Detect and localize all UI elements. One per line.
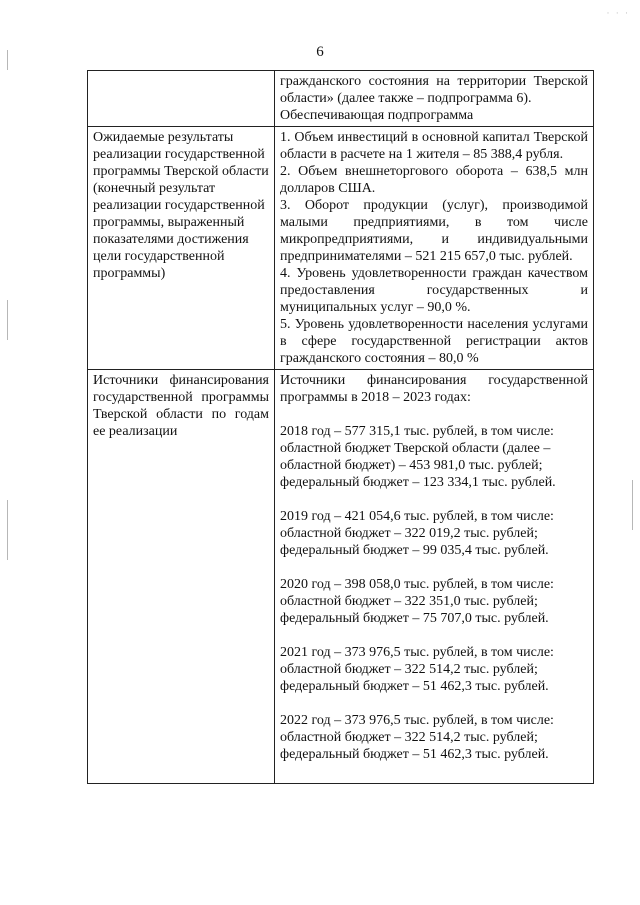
spacer xyxy=(280,695,588,712)
year-total: 2020 год – 398 058,0 тыс. рублей, в том числе: xyxy=(280,577,554,592)
spacer xyxy=(280,559,588,576)
expected-results-label: Ожидаемые результаты реализации государственной программы Тверской области (конечный результат реализации государственной программы, выраженный показателями достижения цели государственной программы) xyxy=(88,127,275,370)
spacer xyxy=(280,627,588,644)
federal-budget: федеральный бюджет – 123 334,1 тыс. рублей. xyxy=(280,475,556,490)
scan-margin-mark xyxy=(7,500,8,560)
funding-sources-label: Источники финансирования государственной программы Тверской области по годам ее реализации xyxy=(88,370,275,784)
year-total: 2018 год – 577 315,1 тыс. рублей, в том числе: xyxy=(280,424,554,439)
scan-edge-dots: · · · xyxy=(606,8,630,18)
regional-budget: областной бюджет – 322 351,0 тыс. рублей; xyxy=(280,594,538,609)
table-row xyxy=(88,370,594,784)
result-item-2: 2. Объем внешнеторгового оборота – 638,5 млн долларов США. xyxy=(280,164,588,196)
funding-sources-cell xyxy=(275,370,594,784)
spacer xyxy=(280,491,588,508)
result-item-4: 4. Уровень удовлетворенности граждан качеством предоставления государственных и муниципальных услуг – 90,0 %. xyxy=(280,266,588,315)
regional-budget: областной бюджет – 322 514,2 тыс. рублей; xyxy=(280,730,538,745)
federal-budget: федеральный бюджет – 51 462,3 тыс. рублей. xyxy=(280,747,549,762)
regional-budget: областной бюджет – 322 514,2 тыс. рублей; xyxy=(280,662,538,677)
program-passport-table xyxy=(87,70,594,784)
subprogram-6-text: гражданского состояния на территории Тверской области» (далее также – подпрограмма 6). xyxy=(280,74,588,106)
support-subprogram-text: Обеспечивающая подпрограмма xyxy=(280,108,474,123)
federal-budget: федеральный бюджет – 99 035,4 тыс. рублей. xyxy=(280,543,549,558)
scan-margin-mark xyxy=(7,50,8,70)
scan-margin-mark xyxy=(7,300,8,340)
result-item-1: 1. Объем инвестиций в основной капитал Тверской области в расчете на 1 жителя – 85 388,4 рубля. xyxy=(280,130,588,162)
page-number: 6 xyxy=(316,44,324,60)
regional-budget: областной бюджет – 322 019,2 тыс. рублей; xyxy=(280,526,538,541)
regional-budget: областной бюджет Тверской области (далее – областной бюджет) – 453 981,0 тыс. рублей; xyxy=(280,441,551,473)
spacer xyxy=(280,406,588,423)
federal-budget: федеральный бюджет – 51 462,3 тыс. рублей. xyxy=(280,679,549,694)
table-row xyxy=(88,71,594,127)
year-total: 2019 год – 421 054,6 тыс. рублей, в том числе: xyxy=(280,509,554,524)
row-value-cell xyxy=(275,71,594,127)
result-item-3: 3. Оборот продукции (услуг), производимой малыми предприятиями, в том числе микропредприятиями, и индивидуальными предпринимателями – 521 215 657,0 тыс. рублей. xyxy=(280,198,588,264)
table-row xyxy=(88,127,594,370)
federal-budget: федеральный бюджет – 75 707,0 тыс. рублей. xyxy=(280,611,549,626)
expected-results-cell xyxy=(275,127,594,370)
funding-intro: Источники финансирования государственной программы в 2018 – 2023 годах: xyxy=(280,373,588,405)
scan-margin-mark xyxy=(632,480,633,530)
row-label-cell xyxy=(88,71,275,127)
year-total: 2022 год – 373 976,5 тыс. рублей, в том числе: xyxy=(280,713,554,728)
year-total: 2021 год – 373 976,5 тыс. рублей, в том числе: xyxy=(280,645,554,660)
result-item-5: 5. Уровень удовлетворенности населения услугами в сфере государственной регистрации актов гражданского состояния – 80,0 % xyxy=(280,317,588,366)
